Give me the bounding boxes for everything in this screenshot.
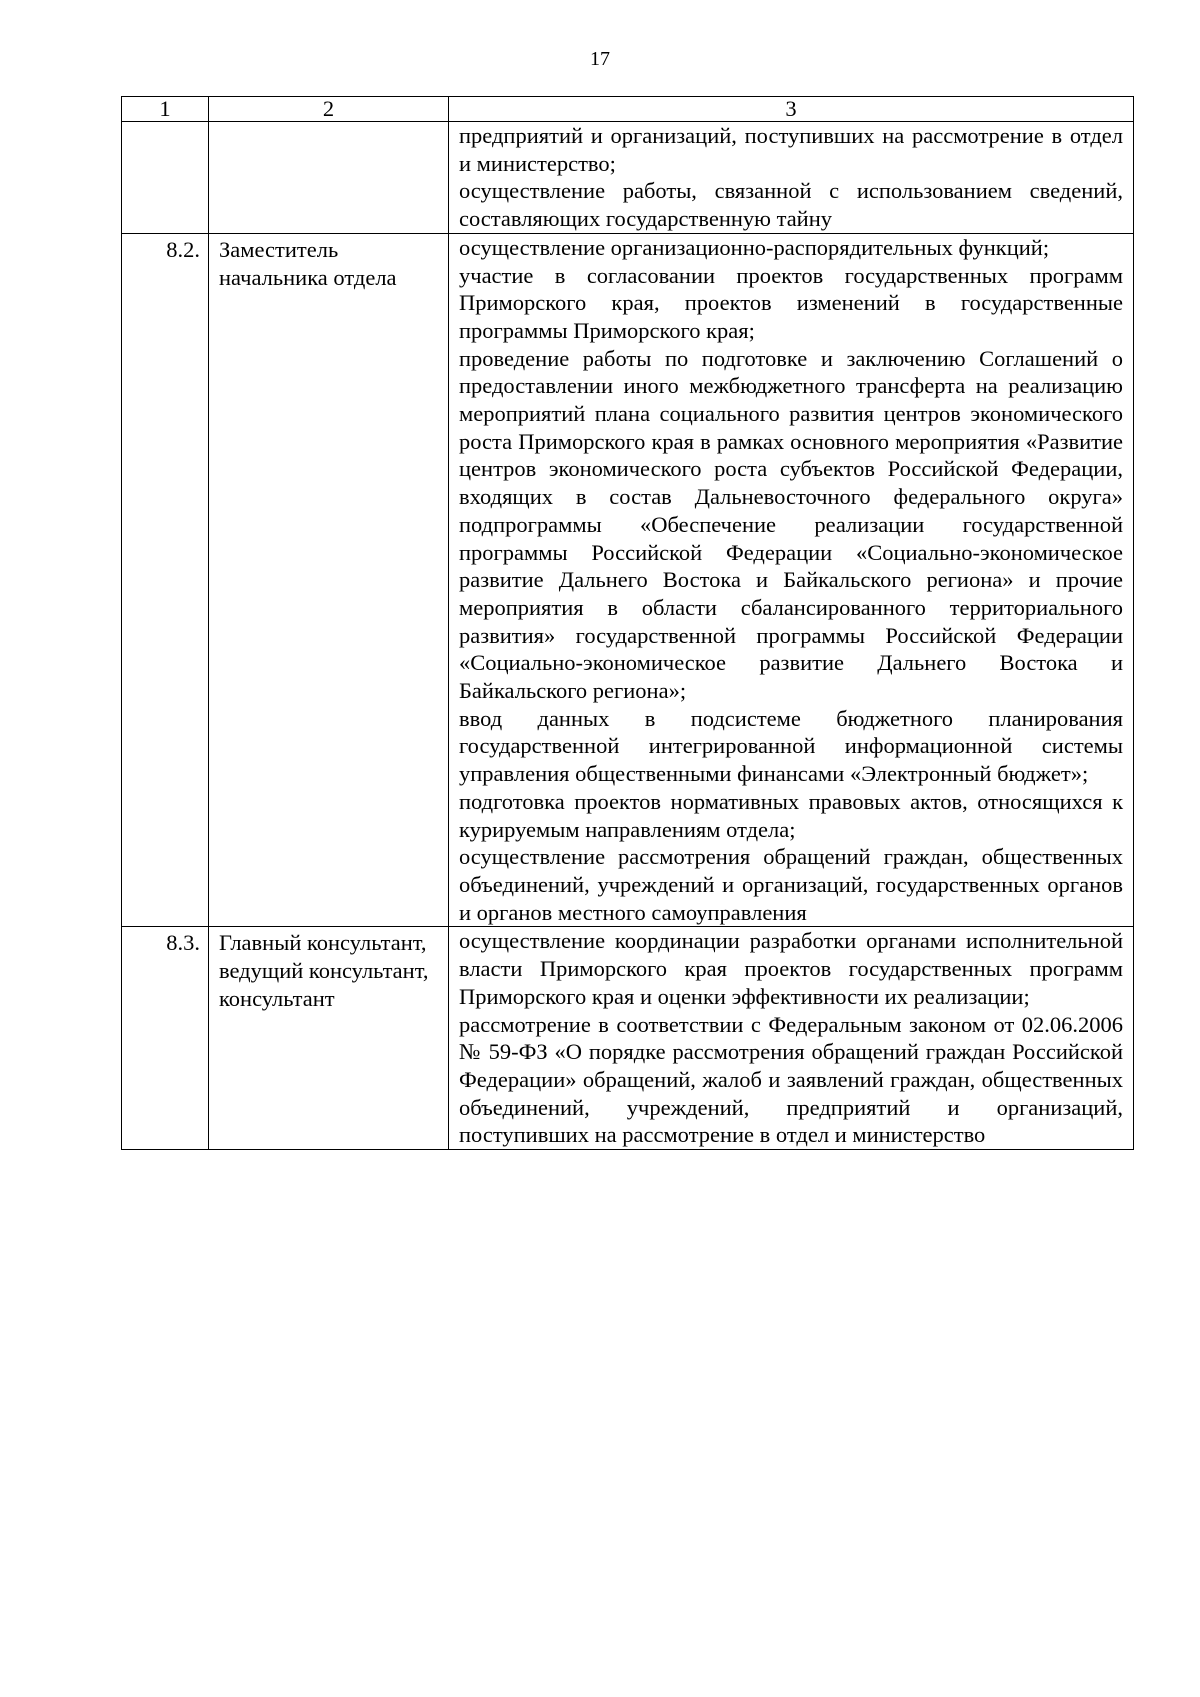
duty-paragraph: подготовка проектов нормативных правовых актов, относящихся к курируемым направлениям отдела; <box>459 788 1123 842</box>
duty-paragraph: проведение работы по подготовке и заключению Соглашений о предоставлении иного межбюджетного трансферта на реализацию мероприятий плана социального развития центров экономического роста Приморского края в рамках основного мероприятия «Развитие центров экономического роста субъектов Российской Федерации, входящих в состав Дальневосточного федерального округа» подпрограммы «Обеспечение реализации государственной программы Российской Федерации «Социально-экономическое развитие Дальнего Востока и Байкальского региона» и прочие мероприятия в области сбалансированного территориального развития» государственной программы Российской Федерации «Социально-экономическое развитие Дальнего Востока и Байкальского региона»; <box>459 345 1123 704</box>
position-cell: Главный консультант, ведущий консультант, консультант <box>209 927 449 1150</box>
duty-paragraph: осуществление работы, связанной с использованием сведений, составляющих государственную тайну <box>459 178 1123 232</box>
row-number-cell: 8.2. <box>122 233 209 927</box>
table-row-continuation <box>122 122 1134 234</box>
duties-table <box>121 96 1134 1150</box>
row-number-cell <box>122 122 209 234</box>
column-header-3: 3 <box>449 97 1134 122</box>
column-header-1: 1 <box>122 97 209 122</box>
position-cell <box>209 122 449 234</box>
duty-paragraph: осуществление рассмотрения обращений граждан, общественных объединений, учреждений и организаций, государственных органов и органов местного самоуправления <box>459 844 1123 925</box>
duty-paragraph: осуществление организационно-распорядительных функций; <box>459 234 1050 260</box>
table-row <box>122 233 1134 927</box>
position-cell: Заместитель начальника отдела <box>209 233 449 927</box>
duty-paragraph: осуществление координации разработки органами исполнительной власти Приморского края проектов государственных программ Приморского края и оценки эффективности их реализации; <box>459 928 1123 1009</box>
row-number-cell: 8.3. <box>122 927 209 1150</box>
duties-cell <box>449 122 1134 234</box>
duty-paragraph: ввод данных в подсистеме бюджетного планирования государственной интегрированной информационной системы управления общественными финансами «Электронный бюджет»; <box>459 705 1123 787</box>
duty-paragraph: участие в согласовании проектов государственных программ Приморского края, проектов изменений в государственные программы Приморского края; <box>459 262 1123 343</box>
duties-cell <box>449 233 1134 927</box>
table-header-row <box>122 97 1134 122</box>
duty-paragraph: предприятий и организаций, поступивших на рассмотрение в отдел и министерство; <box>459 123 1123 176</box>
duties-cell <box>449 927 1134 1150</box>
page-number: 17 <box>590 48 610 70</box>
duty-paragraph: рассмотрение в соответствии с Федеральным законом от 02.06.2006 № 59-ФЗ «О порядке рассмотрения обращений граждан Российской Федерации» обращений, жалоб и заявлений граждан, общественных объединений, учреждений, предприятий и организаций, поступивших на рассмотрение в отдел и министерство <box>459 1011 1123 1148</box>
column-header-2: 2 <box>209 97 449 122</box>
table-row <box>122 927 1134 1150</box>
